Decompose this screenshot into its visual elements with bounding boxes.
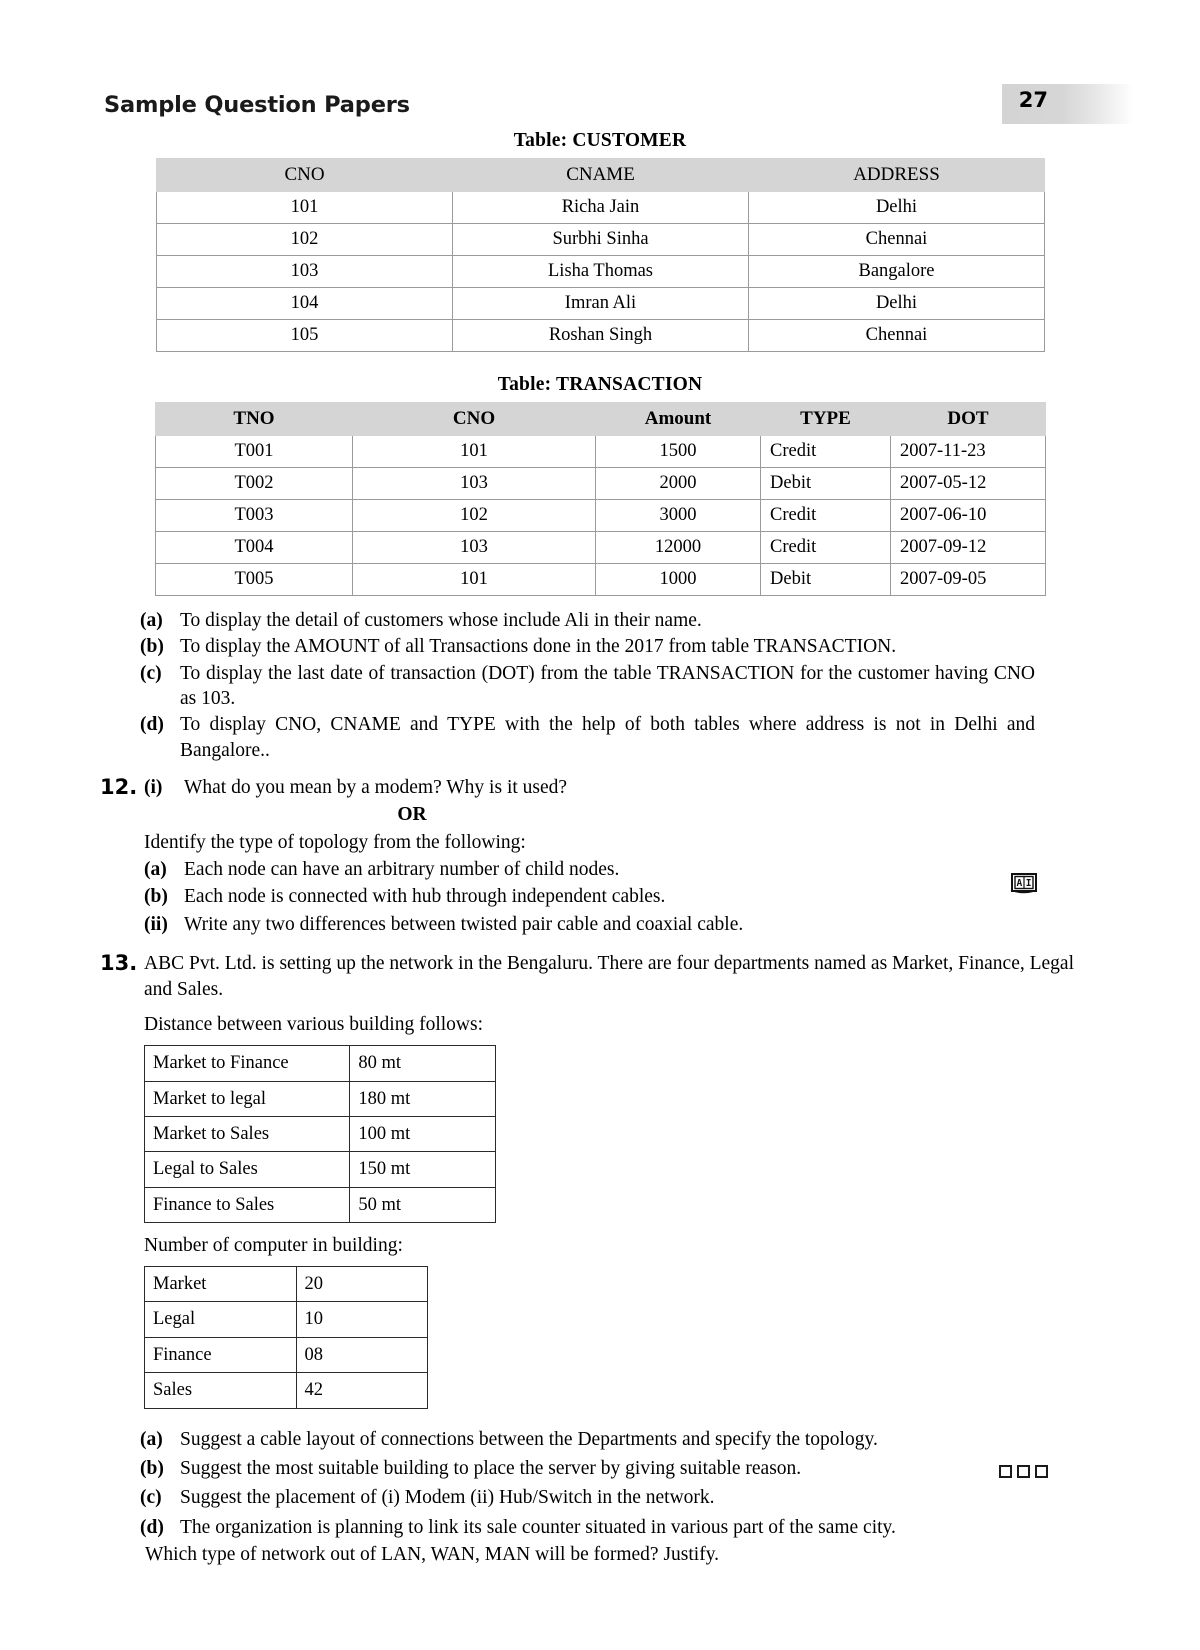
table-row <box>145 1152 496 1187</box>
question-13-body <box>144 951 1100 1409</box>
cell-cno: 103 <box>353 532 596 564</box>
cell-amount: 12000 <box>596 532 761 564</box>
column-header-type: TYPE <box>761 403 891 436</box>
end-mark-square <box>999 1465 1012 1478</box>
page-number: 27 <box>1018 88 1048 112</box>
table-row <box>156 500 1046 532</box>
cell-count: 10 <box>296 1302 427 1337</box>
table-row <box>145 1046 496 1081</box>
list-item-text: To display the last date of transaction (DOT) from the table TRANSACTION for the customer having CNO as 103. <box>180 662 1035 710</box>
question-12-part-ii <box>144 912 1100 937</box>
transaction-table-block <box>155 374 1045 596</box>
table-row <box>145 1187 496 1222</box>
table-row <box>145 1266 428 1301</box>
cell-address: Delhi <box>749 288 1045 320</box>
computers-table <box>144 1266 428 1409</box>
cell-cname: Richa Jain <box>453 192 749 224</box>
cell-dot: 2007-11-23 <box>891 436 1046 468</box>
cell-cname: Surbhi Sinha <box>453 224 749 256</box>
distance-table-label: Distance between various building follows: <box>144 1014 484 1036</box>
cell-type: Debit <box>761 564 891 596</box>
list-item-text: To display CNO, CNAME and TYPE with the help of both tables where address is not in Delhi and Bangalore.. <box>180 714 1035 761</box>
table-row <box>145 1337 428 1372</box>
table-header-row <box>156 403 1046 436</box>
svg-text:I: I <box>1025 878 1032 889</box>
list-item-label: (a) <box>140 1428 163 1450</box>
column-header-cno: CNO <box>157 159 453 192</box>
column-header-tno: TNO <box>156 403 353 436</box>
list-item-label: (a) <box>144 858 167 880</box>
question-13-intro: ABC Pvt. Ltd. is setting up the network in the Bengaluru. There are four departments named as Market, Finance, Legal and Sales. <box>144 952 1074 1000</box>
list-item-label: (b) <box>144 886 168 908</box>
cell-type: Debit <box>761 468 891 500</box>
list-item-label: (d) <box>140 714 164 736</box>
cell-tno: T002 <box>156 468 353 500</box>
list-item-label: (b) <box>140 1457 164 1479</box>
question-12-body <box>144 775 1100 939</box>
cell-distance: 100 mt <box>350 1116 496 1151</box>
question-13-number: 13. <box>100 950 138 975</box>
list-item <box>140 608 1035 633</box>
cell-cno: 101 <box>157 192 453 224</box>
column-header-address: ADDRESS <box>749 159 1045 192</box>
cell-dot: 2007-05-12 <box>891 468 1046 500</box>
cell-route: Finance to Sales <box>145 1187 350 1222</box>
sql-questions-list <box>140 608 1035 763</box>
list-item-label: (b) <box>140 636 164 658</box>
cell-route: Market to legal <box>145 1081 350 1116</box>
cell-cno: 102 <box>353 500 596 532</box>
cell-tno: T001 <box>156 436 353 468</box>
list-item <box>144 884 1100 909</box>
table-row <box>145 1116 496 1151</box>
cell-address: Chennai <box>749 320 1045 352</box>
list-item <box>140 712 1035 763</box>
list-item-text: Each node is connected with hub through independent cables. <box>184 886 666 908</box>
cell-dot: 2007-09-05 <box>891 564 1046 596</box>
cell-department: Sales <box>145 1373 297 1408</box>
topology-options-list <box>144 857 1100 937</box>
footer-end-marks <box>999 1465 1048 1478</box>
cell-route: Legal to Sales <box>145 1152 350 1187</box>
cell-tno: T005 <box>156 564 353 596</box>
customer-table <box>156 158 1045 352</box>
page-content <box>0 130 1200 1566</box>
table-row <box>145 1081 496 1116</box>
end-mark-square <box>1035 1465 1048 1478</box>
cell-amount: 1000 <box>596 564 761 596</box>
cell-type: Credit <box>761 436 891 468</box>
list-item-text: Each node can have an arbitrary number of child nodes. <box>184 858 620 880</box>
cell-dot: 2007-09-12 <box>891 532 1046 564</box>
list-item-text: Suggest the placement of (i) Modem (ii) Hub/Switch in the network. <box>180 1487 715 1509</box>
column-header-cname: CNAME <box>453 159 749 192</box>
column-header-dot: DOT <box>891 403 1046 436</box>
cell-cno: 103 <box>353 468 596 500</box>
cell-cno: 105 <box>157 320 453 352</box>
question-13-closing-line: Which type of network out of LAN, WAN, MAN will be formed? Justify. <box>145 1543 720 1565</box>
cell-cname: Roshan Singh <box>453 320 749 352</box>
cell-distance: 180 mt <box>350 1081 496 1116</box>
cell-route: Market to Sales <box>145 1116 350 1151</box>
question-12-part-i <box>144 775 1100 800</box>
table-row <box>156 564 1046 596</box>
list-item <box>144 857 1100 882</box>
cell-department: Market <box>145 1266 297 1301</box>
cell-address: Delhi <box>749 192 1045 224</box>
list-item <box>140 1515 1030 1540</box>
part-label-ii: (ii) <box>144 913 168 935</box>
table-row <box>157 256 1045 288</box>
table-row <box>156 532 1046 564</box>
computers-table-label: Number of computer in building: <box>144 1235 403 1257</box>
list-item-label: (a) <box>140 610 163 631</box>
list-item-text: The organization is planning to link its sale counter situated in various part of the same city. <box>180 1516 896 1538</box>
part-label-i: (i) <box>144 777 163 799</box>
list-item-text: Suggest the most suitable building to place the server by giving suitable reason. <box>180 1457 802 1479</box>
transaction-table-caption: Table: TRANSACTION <box>497 374 703 395</box>
cell-count: 20 <box>296 1266 427 1301</box>
cell-cno: 103 <box>157 256 453 288</box>
cell-distance: 80 mt <box>350 1046 496 1081</box>
cell-amount: 2000 <box>596 468 761 500</box>
customer-table-block <box>156 130 1044 352</box>
cell-distance: 50 mt <box>350 1187 496 1222</box>
cell-department: Legal <box>145 1302 297 1337</box>
list-item-text: To display the detail of customers whose include Ali in their name. <box>180 610 702 631</box>
topology-intro: Identify the type of topology from the following: <box>144 832 526 854</box>
question-13-subquestions <box>140 1427 1030 1540</box>
list-item-text: Suggest a cable layout of connections between the Departments and specify the topology. <box>180 1428 878 1450</box>
cell-amount: 1500 <box>596 436 761 468</box>
question-12-number: 12. <box>100 775 138 800</box>
cell-address: Bangalore <box>749 256 1045 288</box>
column-header-cno: CNO <box>353 403 596 436</box>
table-row <box>157 288 1045 320</box>
list-item <box>140 661 1035 712</box>
list-item <box>140 1456 1030 1481</box>
list-item <box>140 1485 1030 1510</box>
question-13 <box>100 951 1100 1409</box>
cell-cno: 104 <box>157 288 453 320</box>
cell-type: Credit <box>761 500 891 532</box>
list-item <box>140 634 1035 659</box>
list-item-label: (c) <box>140 1487 162 1509</box>
cell-tno: T004 <box>156 532 353 564</box>
table-row <box>157 192 1045 224</box>
table-header-row <box>157 159 1045 192</box>
cell-dot: 2007-06-10 <box>891 500 1046 532</box>
cell-tno: T003 <box>156 500 353 532</box>
cell-amount: 3000 <box>596 500 761 532</box>
list-item-label: (d) <box>140 1516 164 1538</box>
ai-book-icon <box>1011 873 1037 895</box>
cell-cname: Imran Ali <box>453 288 749 320</box>
cell-route: Market to Finance <box>145 1046 350 1081</box>
part-text-i: What do you mean by a modem? Why is it used? <box>184 777 568 799</box>
cell-cno: 101 <box>353 436 596 468</box>
table-row <box>145 1373 428 1408</box>
table-row <box>157 320 1045 352</box>
end-mark-square <box>1017 1465 1030 1478</box>
table-row <box>145 1302 428 1337</box>
table-row <box>156 468 1046 500</box>
cell-cno: 102 <box>157 224 453 256</box>
svg-text:A: A <box>1016 878 1023 889</box>
cell-distance: 150 mt <box>350 1152 496 1187</box>
transaction-table <box>155 402 1046 596</box>
list-item <box>140 1427 1030 1452</box>
page-title: Sample Question Papers <box>104 92 410 118</box>
list-item-label: (c) <box>140 662 162 684</box>
part-text-ii: Write any two differences between twisted pair cable and coaxial cable. <box>184 913 744 935</box>
table-row <box>156 436 1046 468</box>
cell-count: 42 <box>296 1373 427 1408</box>
cell-cno: 101 <box>353 564 596 596</box>
cell-address: Chennai <box>749 224 1045 256</box>
cell-count: 08 <box>296 1337 427 1372</box>
page-header <box>0 88 1200 132</box>
table-row <box>157 224 1045 256</box>
list-item-text: To display the AMOUNT of all Transactions done in the 2017 from table TRANSACTION. <box>180 636 897 658</box>
question-12 <box>100 775 1100 939</box>
customer-table-caption: Table: CUSTOMER <box>513 130 687 151</box>
cell-type: Credit <box>761 532 891 564</box>
distance-table <box>144 1045 496 1223</box>
cell-cname: Lisha Thomas <box>453 256 749 288</box>
cell-department: Finance <box>145 1337 297 1372</box>
or-separator: OR <box>397 804 427 826</box>
column-header-amount: Amount <box>596 403 761 436</box>
